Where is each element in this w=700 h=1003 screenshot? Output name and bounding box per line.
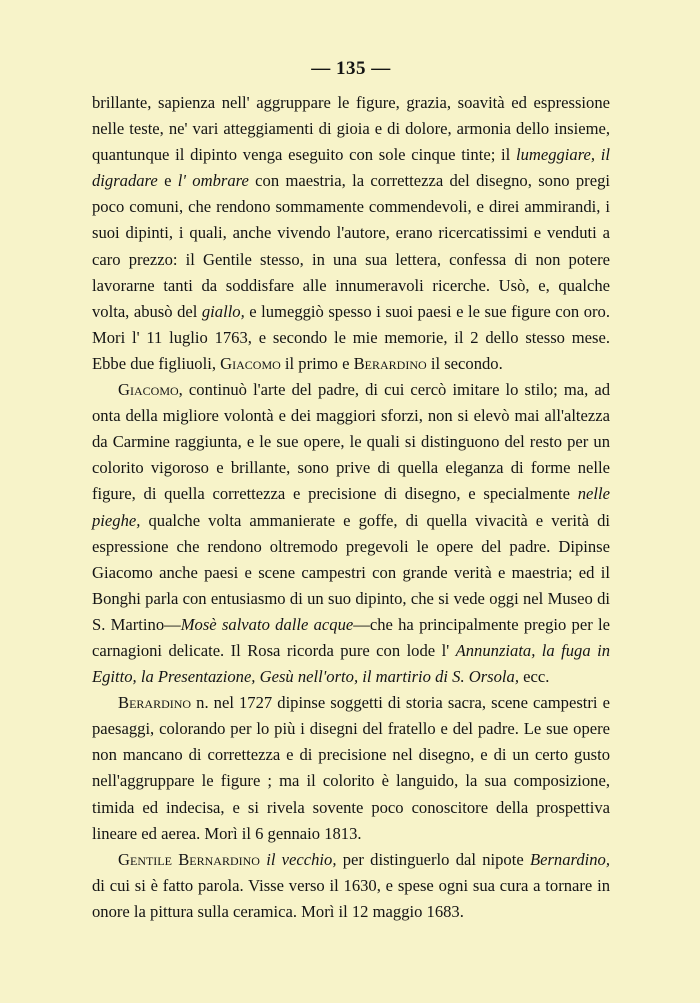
small-caps-name: Gentile Bernardino: [118, 849, 260, 869]
italic-run: nelle pieghe,: [92, 484, 610, 530]
text-run: di cui si è fatto parola. Visse verso il 1630, e spese ogni sua cura a tornare in onore la pittura sulla ceramica. Morì il 12 maggio 1683.: [92, 875, 610, 921]
text-run: continuò l'arte del padre, di cui cercò imitare lo stilo; ma, ad onta della migliore volontà e dei maggiori sforzi, non si elevò mai all'altezza da Carmine raggiunta, e le sue opere, le quali si distinguono del resto per un colorito vigoroso e brillante, sono prive di quella eleganza di forme nelle figure, di quella correttezza e precisione di disegno, e specialmente: [92, 380, 610, 504]
text-run: con maestria, la correttezza del disegno, sono pregi poco comuni, che rendono sommamente commendevoli, e direi ammirandi, i suoi dipinti, i quali, anche vivendo l'autore, erano ricercatissimi e venduti a caro prezzo: il Gentile stesso, in una sua lettera, confessa di non potere lavorarne tanti da soddisfare alle innumeravoli ricerche. Usò, e, qualche volta, abusò del: [92, 171, 610, 321]
small-caps-name: Berardino: [353, 353, 427, 373]
italic-run: giallo,: [201, 301, 245, 321]
small-caps-name: Berardino: [118, 693, 192, 713]
text-run: e lumeggiò spesso i suoi paesi e le sue figure con oro. Mori l' 11 luglio 1763, e secondo le mie memorie, il 2 dello stesso mese. Ebbe due figliuoli,: [92, 301, 610, 373]
italic-run: lumeggiare, il digradare: [92, 145, 610, 191]
text-run: n. nel 1727 dipinse soggetti di storia sacra, scene campestri e paesaggi, colorando per lo più i disegni del fratello e del padre. Le sue opere non mancano di correttezza e di precisione nel disegno, e di un certo gusto nell'aggruppare le figure ; ma il colorito è languido, la sua composizione, timida ed indecisa, e si rivela sovente poco conoscitore della prospettiva lineare ed aerea. Morì il 6 gennaio 1813.: [92, 693, 610, 843]
text-run: brillante, sapienza nell' aggruppare le figure, grazia, soavità ed espressione nelle teste, ne' vari atteggiamenti di gioia e di dolore, armonia dello insieme, quantunque il dipinto venga eseguito con sole cinque tinte; il: [92, 93, 610, 165]
text-run: qualche volta ammanierate e goffe, di quella vivacità e verità di espressione che rendono oltremodo pregevoli le opere del padre. Dipinse Giacomo anche paesi e scene campestri con grande verità e maestria; ed il Bonghi parla con entusiasmo di un suo dipinto, che si vede oggi nel Museo di S. Martino—: [92, 510, 610, 634]
paragraph: [92, 377, 610, 690]
paragraph: [92, 90, 610, 377]
paragraph: [92, 847, 610, 925]
italic-run: il vecchio,: [266, 849, 337, 869]
small-caps-name: Giacomo: [220, 353, 281, 373]
text-run: —che ha principalmente pregio per le carnagioni delicate. Il Rosa ricorda pure con lode l': [92, 614, 610, 660]
body-text: [92, 90, 610, 925]
italic-run: Mosè salvato dalle acque: [180, 614, 354, 634]
text-run: ecc.: [519, 667, 550, 687]
italic-run: Annunziata, la fuga in Egitto, la Presentazione, Gesù nell'orto, il martirio di S. Orsola,: [92, 640, 610, 687]
small-caps-name: Giacomo,: [118, 380, 183, 400]
text-run: il secondo.: [426, 353, 503, 373]
page-number: — 135 —: [311, 58, 391, 79]
italic-run: Bernardino,: [529, 849, 610, 869]
text-run: per distinguerlo dal nipote: [336, 849, 530, 869]
text-run: e: [157, 171, 178, 191]
text-run: il primo e: [280, 353, 354, 373]
italic-run: l' ombrare: [177, 171, 249, 191]
paragraph: [92, 690, 610, 847]
